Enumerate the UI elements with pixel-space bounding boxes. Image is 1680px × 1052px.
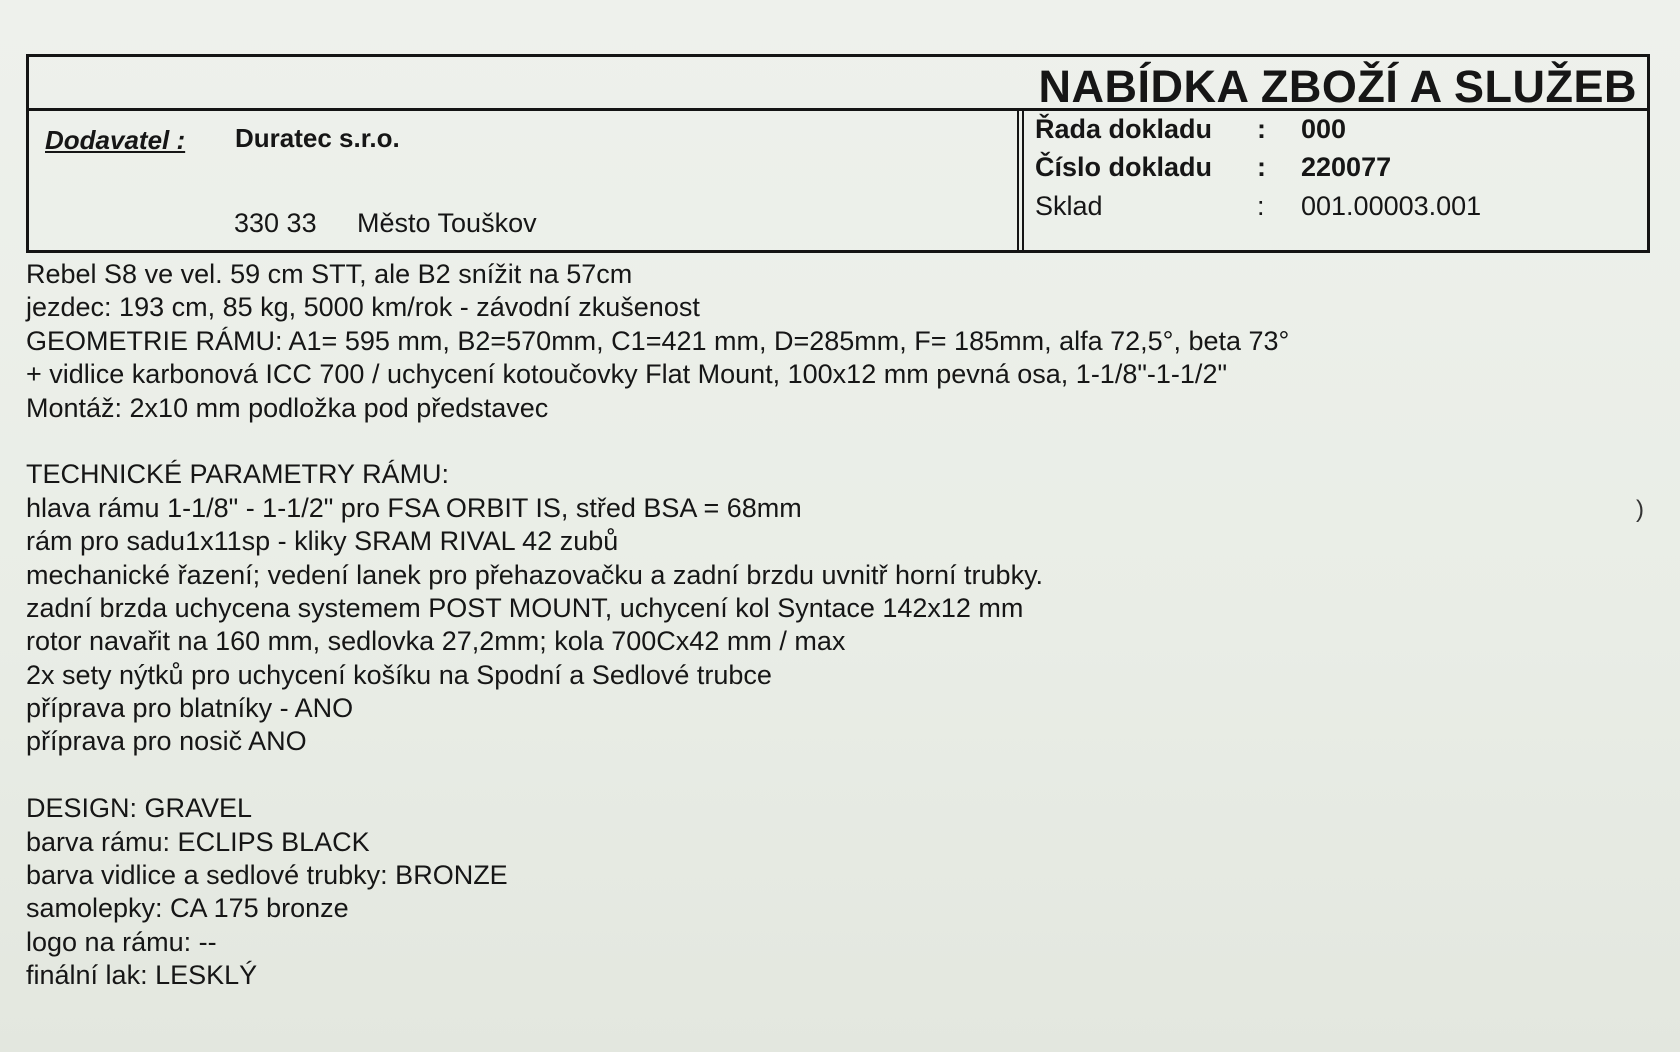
spec-line: samolepky: CA 175 bronze [26, 893, 349, 924]
meta-key: Sklad [1035, 191, 1103, 221]
spec-line: logo na rámu: -- [26, 926, 217, 957]
spec-line: hlava rámu 1-1/8" - 1-1/2" pro FSA ORBIT IS, střed BSA = 68mm [26, 492, 802, 523]
spec-line: příprava pro blatníky - ANO [26, 693, 354, 724]
section-heading: DESIGN: GRAVEL [26, 793, 253, 824]
meta-value: 001.00003.001 [1301, 191, 1482, 221]
spec-line: GEOMETRIE RÁMU: A1= 595 mm, B2=570mm, C1=421 mm, D=285mm, F= 185mm, alfa 72,5°, beta 73° [26, 325, 1290, 356]
meta-value: 000 [1301, 114, 1347, 144]
supplier-name: Duratec s.r.o. [235, 123, 400, 153]
paper-mark: ) [1636, 496, 1644, 523]
supplier-city: Město Touškov [357, 208, 537, 238]
supplier-zip: 330 33 [234, 208, 317, 238]
spec-line: 2x sety nýtků pro uchycení košíku na Spodní a Sedlové trubce [26, 659, 772, 690]
spec-line: příprava pro nosič ANO [26, 726, 307, 757]
spec-line: finální lak: LESKLÝ [26, 960, 258, 991]
meta-key: Číslo dokladu [1035, 152, 1213, 182]
meta-sep: : [1257, 114, 1266, 144]
header-vertical-divider [1017, 108, 1024, 250]
spacer [26, 425, 1626, 458]
spec-line: zadní brzda uchycena systemem POST MOUNT, uchycení kol Syntace 142x12 mm [26, 592, 1024, 623]
spacer [26, 759, 1626, 792]
section-heading: TECHNICKÉ PARAMETRY RÁMU: [26, 459, 450, 490]
meta-key: Řada dokladu [1035, 114, 1213, 144]
spec-line: barva rámu: ECLIPS BLACK [26, 826, 370, 857]
meta-value: 220077 [1301, 152, 1392, 182]
spec-line: barva vidlice a sedlové trubky: BRONZE [26, 860, 508, 891]
meta-sep: : [1257, 152, 1266, 182]
header-divider [29, 108, 1647, 111]
supplier-label: Dodavatel : [45, 125, 186, 155]
spec-line: rotor navařit na 160 mm, sedlovka 27,2mm; kola 700Cx42 mm / max [26, 626, 846, 657]
spec-line: Rebel S8 ve vel. 59 cm STT, ale B2 snížit na 57cm [26, 259, 633, 289]
specification-body [26, 258, 1626, 993]
spec-line: jezdec: 193 cm, 85 kg, 5000 km/rok - závodní zkušenost [26, 292, 700, 323]
document-header-box [26, 54, 1650, 253]
spec-line: mechanické řazení; vedení lanek pro přehazovačku a zadní brzdu uvnitř horní trubky. [26, 559, 1044, 590]
spec-line: rám pro sadu1x11sp - kliky SRAM RIVAL 42 zubů [26, 526, 619, 557]
spec-line: Montáž: 2x10 mm podložka pod představec [26, 392, 549, 423]
spec-line: + vidlice karbonová ICC 700 / uchycení kotoučovky Flat Mount, 100x12 mm pevná osa, 1-1/8"-1-1/2" [26, 359, 1228, 390]
meta-sep: : [1257, 191, 1265, 221]
document-title: NABÍDKA ZBOŽÍ A SLUŽEB [1038, 61, 1637, 112]
